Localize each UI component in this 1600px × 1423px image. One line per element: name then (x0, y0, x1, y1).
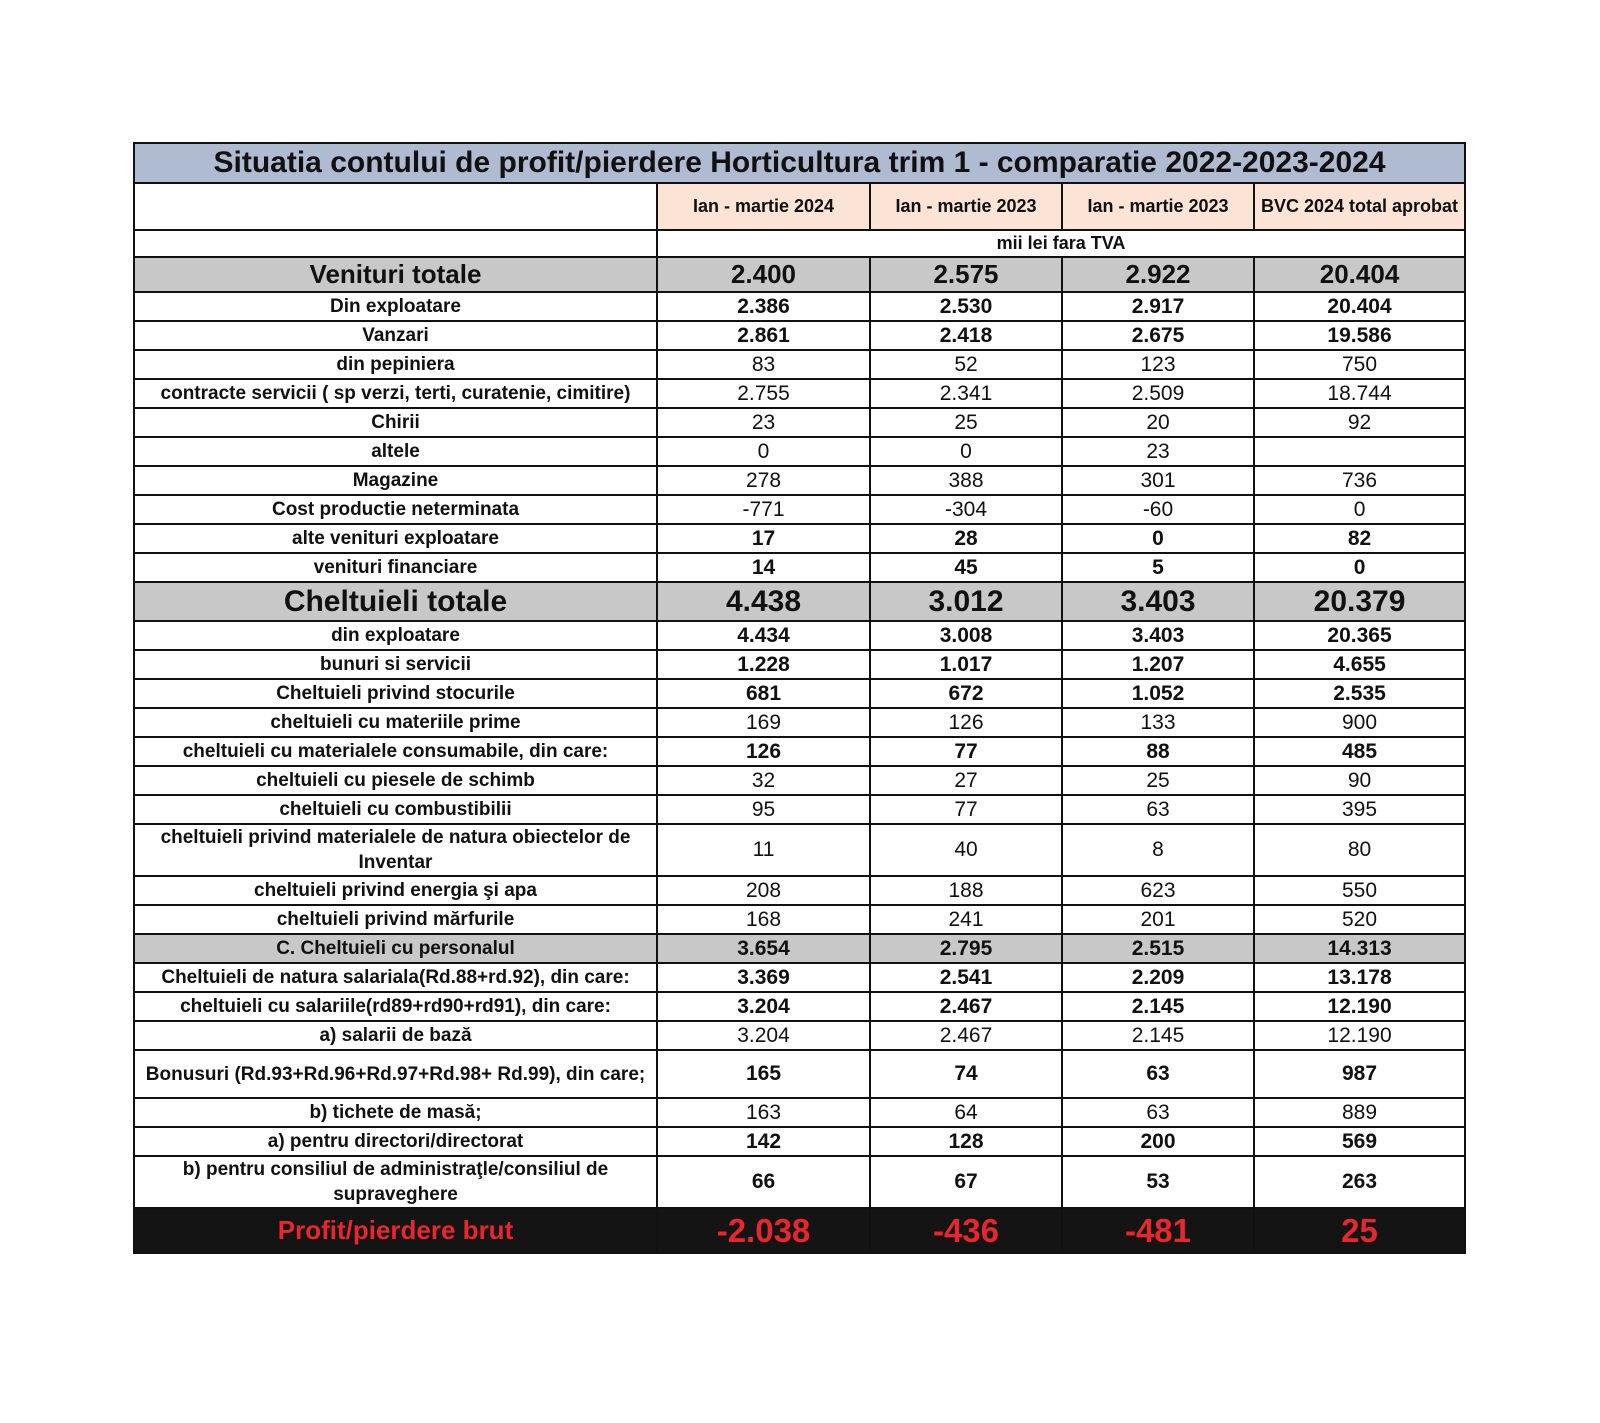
row-value-cell: -60 (1062, 495, 1254, 524)
table-row (134, 1021, 1465, 1050)
table-row (134, 350, 1465, 379)
table-row (134, 679, 1465, 708)
row-value-cell: 123 (1062, 350, 1254, 379)
table-row (134, 1098, 1465, 1127)
table-row (134, 1156, 1465, 1208)
row-value-cell: 0 (870, 437, 1062, 466)
table-row (134, 905, 1465, 934)
title-row (134, 143, 1465, 183)
row-label: Cost productie neterminata (134, 495, 657, 524)
row-value-cell: 750 (1254, 350, 1465, 379)
row-value-cell: 2.386 (657, 292, 870, 321)
row-value-cell: 736 (1254, 466, 1465, 495)
table-row (134, 934, 1465, 963)
row-value-cell: 2.675 (1062, 321, 1254, 350)
row-value-cell: 0 (1062, 524, 1254, 553)
table-row (134, 257, 1465, 292)
row-value-cell: 95 (657, 795, 870, 824)
row-value-cell: 25 (1254, 1208, 1465, 1253)
profit-loss-table (133, 142, 1466, 1254)
row-value-cell: 12.190 (1254, 1021, 1465, 1050)
row-value-cell: 133 (1062, 708, 1254, 737)
row-value-cell: 4.438 (657, 582, 870, 621)
row-label: altele (134, 437, 657, 466)
table-row (134, 582, 1465, 621)
row-label: Venituri totale (134, 257, 657, 292)
row-value-cell: 4.434 (657, 621, 870, 650)
row-value-cell: 2.341 (870, 379, 1062, 408)
row-value-cell: 126 (870, 708, 1062, 737)
row-value-cell: 201 (1062, 905, 1254, 934)
table-row (134, 379, 1465, 408)
row-value-cell: 3.204 (657, 1021, 870, 1050)
row-value-cell: 92 (1254, 408, 1465, 437)
row-value-cell: 2.418 (870, 321, 1062, 350)
row-value-cell (1254, 437, 1465, 466)
row-value-cell: 64 (870, 1098, 1062, 1127)
row-value-cell: 2.145 (1062, 992, 1254, 1021)
row-value-cell: 2.535 (1254, 679, 1465, 708)
row-value-cell: 0 (1254, 495, 1465, 524)
unit-row (134, 230, 1465, 257)
row-label: cheltuieli privind materialele de natura obiectelor de Inventar (134, 824, 657, 876)
row-label: Chirii (134, 408, 657, 437)
row-value-cell: 301 (1062, 466, 1254, 495)
row-value-cell: 25 (1062, 766, 1254, 795)
row-label: Vanzari (134, 321, 657, 350)
row-value-cell: 2.575 (870, 257, 1062, 292)
row-label: bunuri si servicii (134, 650, 657, 679)
column-header-jan-mar-2023: Ian - martie 2023 (870, 183, 1062, 230)
table-row (134, 766, 1465, 795)
table-row (134, 437, 1465, 466)
row-value-cell: 19.586 (1254, 321, 1465, 350)
row-value-cell: 13.178 (1254, 963, 1465, 992)
row-value-cell: 278 (657, 466, 870, 495)
row-value-cell: 987 (1254, 1050, 1465, 1098)
row-value-cell: 20.404 (1254, 292, 1465, 321)
row-label: cheltuieli privind energia şi apa (134, 876, 657, 905)
row-value-cell: 14.313 (1254, 934, 1465, 963)
row-label: a) salarii de bază (134, 1021, 657, 1050)
row-value-cell: 3.012 (870, 582, 1062, 621)
row-value-cell: 14 (657, 553, 870, 582)
row-value-cell: 889 (1254, 1098, 1465, 1127)
row-label: Bonusuri (Rd.93+Rd.96+Rd.97+Rd.98+ Rd.99), din care; (134, 1050, 657, 1098)
row-value-cell: 2.795 (870, 934, 1062, 963)
table-row (134, 1208, 1465, 1253)
row-value-cell: 3.204 (657, 992, 870, 1021)
row-value-cell: 126 (657, 737, 870, 766)
row-value-cell: 17 (657, 524, 870, 553)
row-value-cell: 77 (870, 795, 1062, 824)
row-value-cell: 80 (1254, 824, 1465, 876)
row-value-cell: 168 (657, 905, 870, 934)
row-value-cell: 20.365 (1254, 621, 1465, 650)
row-value-cell: 82 (1254, 524, 1465, 553)
row-value-cell: 11 (657, 824, 870, 876)
row-value-cell: 28 (870, 524, 1062, 553)
row-value-cell: 165 (657, 1050, 870, 1098)
row-label: cheltuieli cu combustibilii (134, 795, 657, 824)
row-label: Cheltuieli privind stocurile (134, 679, 657, 708)
table-row (134, 466, 1465, 495)
row-value-cell: 18.744 (1254, 379, 1465, 408)
row-label: Cheltuieli totale (134, 582, 657, 621)
row-value-cell: 623 (1062, 876, 1254, 905)
table-row (134, 553, 1465, 582)
row-value-cell: 8 (1062, 824, 1254, 876)
row-value-cell: 681 (657, 679, 870, 708)
row-value-cell: 1.228 (657, 650, 870, 679)
row-value-cell: 66 (657, 1156, 870, 1208)
row-value-cell: 142 (657, 1127, 870, 1156)
table-row (134, 524, 1465, 553)
row-value-cell: 2.515 (1062, 934, 1254, 963)
row-label: cheltuieli cu materialele consumabile, din care: (134, 737, 657, 766)
row-value-cell: 27 (870, 766, 1062, 795)
column-header-jan-mar-2024: Ian - martie 2024 (657, 183, 870, 230)
row-value-cell: 2.861 (657, 321, 870, 350)
row-value-cell: 263 (1254, 1156, 1465, 1208)
row-value-cell: 53 (1062, 1156, 1254, 1208)
row-value-cell: 0 (657, 437, 870, 466)
row-label: cheltuieli cu materiile prime (134, 708, 657, 737)
row-value-cell: 3.008 (870, 621, 1062, 650)
row-label: contracte servicii ( sp verzi, terti, curatenie, cimitire) (134, 379, 657, 408)
row-value-cell: 3.369 (657, 963, 870, 992)
row-value-cell: 23 (657, 408, 870, 437)
row-value-cell: -2.038 (657, 1208, 870, 1253)
row-label: cheltuieli privind mărfurile (134, 905, 657, 934)
row-value-cell: 550 (1254, 876, 1465, 905)
row-value-cell: 395 (1254, 795, 1465, 824)
row-value-cell: 128 (870, 1127, 1062, 1156)
column-header-jan-mar-2023-b: Ian - martie 2023 (1062, 183, 1254, 230)
row-value-cell: 2.400 (657, 257, 870, 292)
row-value-cell: 5 (1062, 553, 1254, 582)
table-row (134, 321, 1465, 350)
row-value-cell: 63 (1062, 1050, 1254, 1098)
row-value-cell: 45 (870, 553, 1062, 582)
table-row (134, 708, 1465, 737)
row-label: cheltuieli cu piesele de schimb (134, 766, 657, 795)
table-row (134, 795, 1465, 824)
row-value-cell: 569 (1254, 1127, 1465, 1156)
table-row (134, 876, 1465, 905)
row-label: Cheltuieli de natura salariala(Rd.88+rd.92), din care: (134, 963, 657, 992)
row-value-cell: 1.207 (1062, 650, 1254, 679)
table-row (134, 737, 1465, 766)
row-value-cell: 2.209 (1062, 963, 1254, 992)
row-label: alte venituri exploatare (134, 524, 657, 553)
row-value-cell: 23 (1062, 437, 1254, 466)
table-row (134, 963, 1465, 992)
row-label: Magazine (134, 466, 657, 495)
row-value-cell: 208 (657, 876, 870, 905)
row-value-cell: 188 (870, 876, 1062, 905)
row-value-cell: 163 (657, 1098, 870, 1127)
table-row (134, 408, 1465, 437)
row-value-cell: 52 (870, 350, 1062, 379)
row-value-cell: 2.917 (1062, 292, 1254, 321)
profit-loss-sheet (133, 142, 1464, 1254)
row-label: cheltuieli cu salariile(rd89+rd90+rd91), din care: (134, 992, 657, 1021)
table-row (134, 1127, 1465, 1156)
row-value-cell: 63 (1062, 795, 1254, 824)
table-row (134, 824, 1465, 876)
row-value-cell: 2.145 (1062, 1021, 1254, 1050)
row-value-cell: 32 (657, 766, 870, 795)
row-value-cell: 3.403 (1062, 621, 1254, 650)
table-row (134, 495, 1465, 524)
row-label: b) pentru consiliul de administraţle/consiliul de supraveghere (134, 1156, 657, 1208)
row-value-cell: 67 (870, 1156, 1062, 1208)
row-value-cell: -436 (870, 1208, 1062, 1253)
row-value-cell: 20.379 (1254, 582, 1465, 621)
row-value-cell: 90 (1254, 766, 1465, 795)
row-value-cell: 200 (1062, 1127, 1254, 1156)
row-label: din exploatare (134, 621, 657, 650)
row-value-cell: 12.190 (1254, 992, 1465, 1021)
row-value-cell: 2.922 (1062, 257, 1254, 292)
row-value-cell: 900 (1254, 708, 1465, 737)
row-value-cell: 2.755 (657, 379, 870, 408)
row-value-cell: 2.509 (1062, 379, 1254, 408)
row-value-cell: 1.052 (1062, 679, 1254, 708)
row-value-cell: 63 (1062, 1098, 1254, 1127)
row-value-cell: 25 (870, 408, 1062, 437)
row-label: Din exploatare (134, 292, 657, 321)
row-value-cell: 2.541 (870, 963, 1062, 992)
row-value-cell: 2.467 (870, 992, 1062, 1021)
table-row (134, 650, 1465, 679)
row-value-cell: 88 (1062, 737, 1254, 766)
row-label: C. Cheltuieli cu personalul (134, 934, 657, 963)
row-label: Profit/pierdere brut (134, 1208, 657, 1253)
table-row (134, 292, 1465, 321)
row-value-cell: 241 (870, 905, 1062, 934)
row-value-cell: 3.654 (657, 934, 870, 963)
row-value-cell: 74 (870, 1050, 1062, 1098)
table-title: Situatia contului de profit/pierdere Horticultura trim 1 - comparatie 2022-2023-2024 (134, 143, 1465, 183)
column-header-bvc-2024: BVC 2024 total aprobat (1254, 183, 1465, 230)
row-value-cell: 83 (657, 350, 870, 379)
row-label: a) pentru directori/directorat (134, 1127, 657, 1156)
row-label: din pepiniera (134, 350, 657, 379)
row-value-cell: 672 (870, 679, 1062, 708)
table-row (134, 1050, 1465, 1098)
row-value-cell: 40 (870, 824, 1062, 876)
row-label: venituri financiare (134, 553, 657, 582)
unit-label: mii lei fara TVA (657, 230, 1465, 257)
row-value-cell: 1.017 (870, 650, 1062, 679)
row-value-cell: 3.403 (1062, 582, 1254, 621)
row-value-cell: 520 (1254, 905, 1465, 934)
row-value-cell: 20.404 (1254, 257, 1465, 292)
table-row (134, 621, 1465, 650)
row-value-cell: -304 (870, 495, 1062, 524)
row-value-cell: -481 (1062, 1208, 1254, 1253)
row-value-cell: 169 (657, 708, 870, 737)
row-value-cell: 0 (1254, 553, 1465, 582)
row-value-cell: 77 (870, 737, 1062, 766)
header-blank-cell (134, 183, 657, 230)
table-row (134, 992, 1465, 1021)
row-value-cell: 2.467 (870, 1021, 1062, 1050)
row-value-cell: 20 (1062, 408, 1254, 437)
row-label: b) tichete de masă; (134, 1098, 657, 1127)
unit-blank-cell (134, 230, 657, 257)
column-header-row (134, 183, 1465, 230)
row-value-cell: 4.655 (1254, 650, 1465, 679)
row-value-cell: -771 (657, 495, 870, 524)
row-value-cell: 2.530 (870, 292, 1062, 321)
row-value-cell: 485 (1254, 737, 1465, 766)
row-value-cell: 388 (870, 466, 1062, 495)
